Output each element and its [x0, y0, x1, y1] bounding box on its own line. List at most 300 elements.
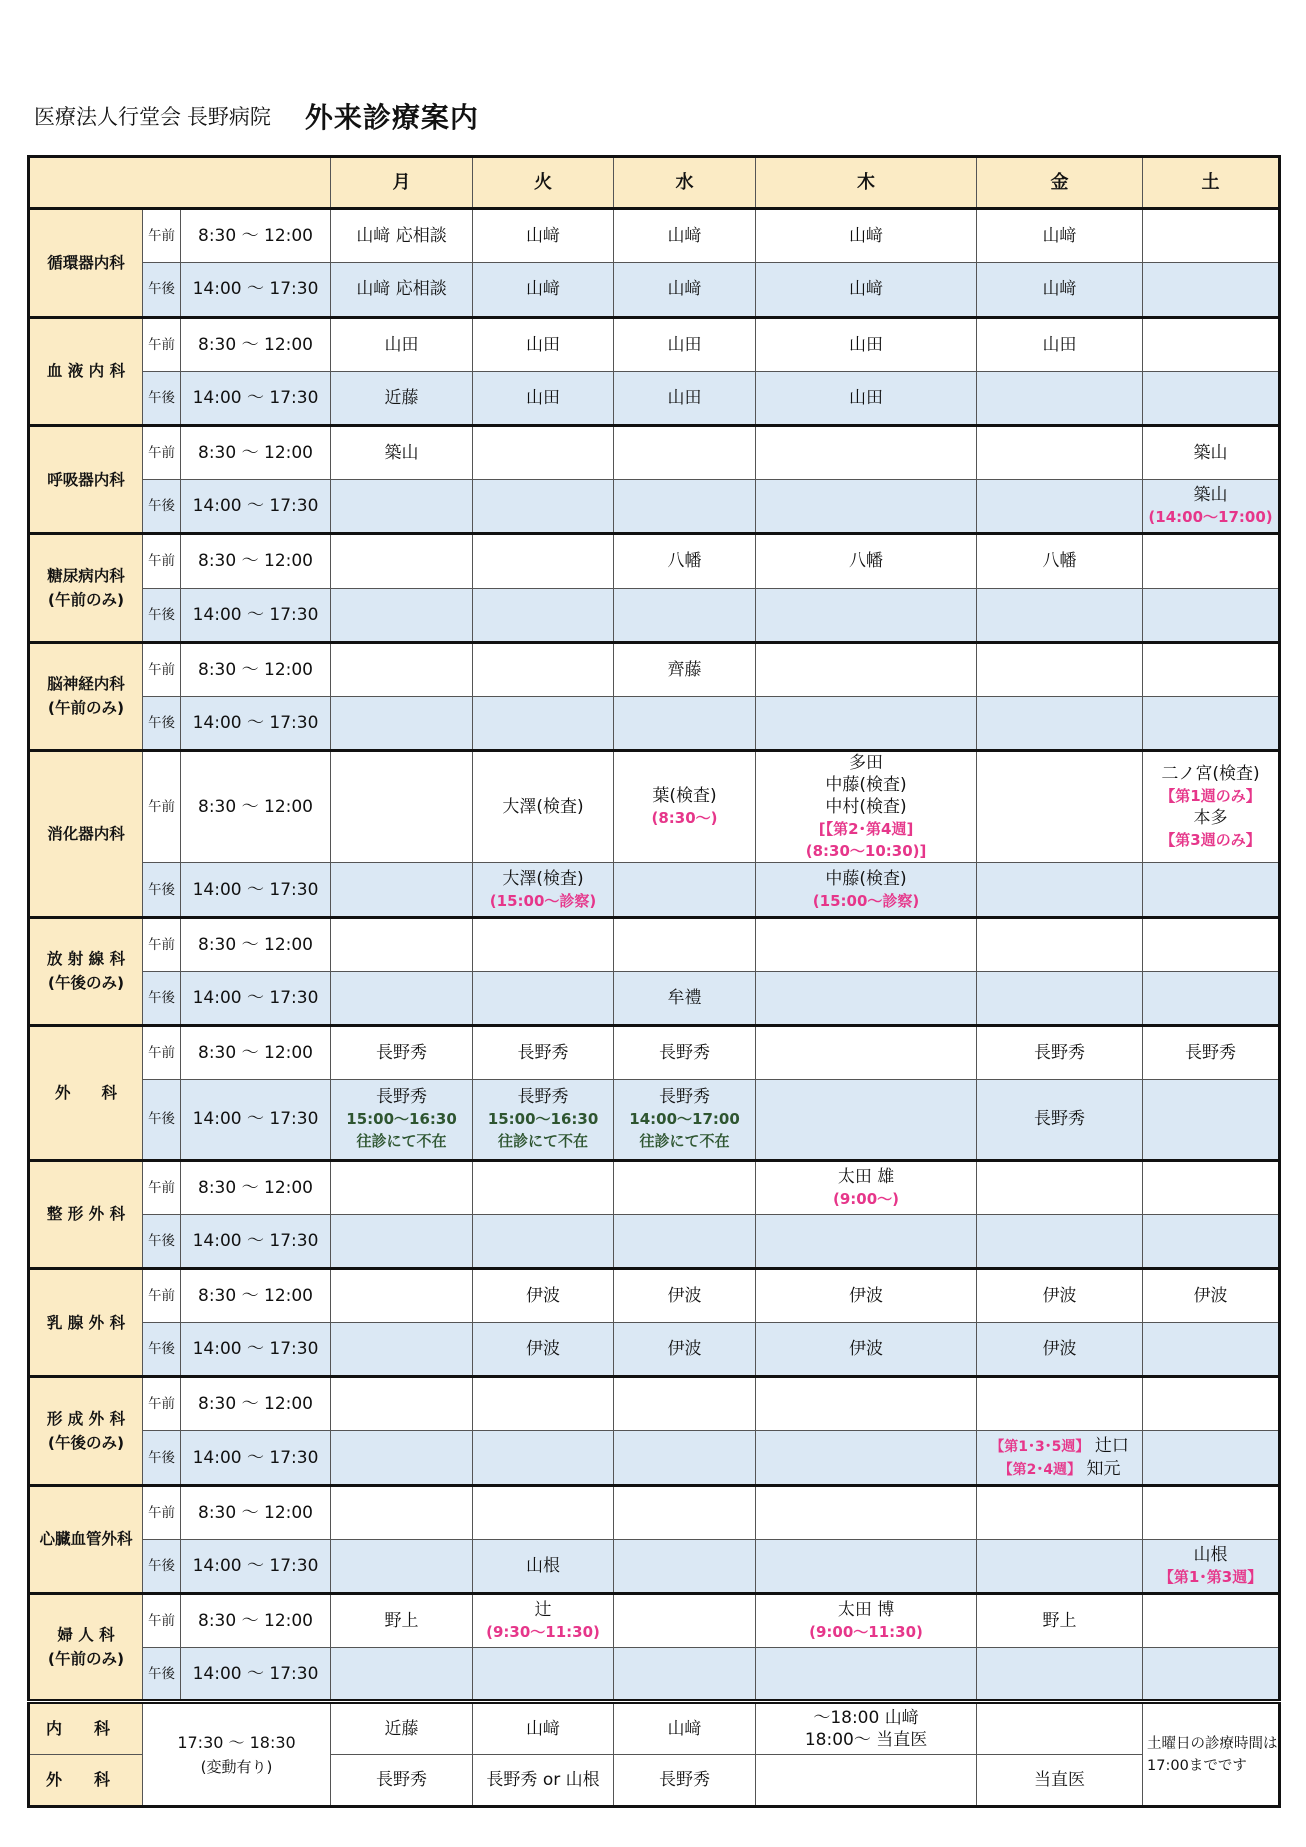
- session-time: 14:00 ～ 17:30: [181, 263, 331, 317]
- cell-text: 長野秀: [376, 1087, 428, 1108]
- doctor-cell-wed: [614, 371, 756, 425]
- doctor-cell-mon: [331, 1431, 473, 1485]
- department-name: [29, 1160, 143, 1268]
- cell-line: [977, 1458, 1142, 1481]
- doctor-cell-thu: [756, 971, 977, 1025]
- doctor-cell-tue: [473, 534, 614, 588]
- doctor-cell-thu: [756, 425, 977, 479]
- evening-row-naika: [29, 1702, 1280, 1754]
- doctor-cell-thu: [756, 751, 977, 863]
- doctor-cell-fri: [977, 1214, 1143, 1268]
- cell-text: 【第3週のみ】: [1160, 831, 1261, 850]
- doctor-cell-tue: [473, 971, 614, 1025]
- schedule-row-pm: [29, 263, 1280, 317]
- doctor-cell-thu: [756, 1323, 977, 1377]
- hospital-name: 医療法人行堂会 長野病院: [34, 106, 271, 129]
- cell-text: 伊波: [526, 1285, 561, 1306]
- doctor-cell-sat: [1143, 534, 1280, 588]
- session-time: 8:30 ～ 12:00: [181, 1160, 331, 1214]
- evening-time: [143, 1702, 331, 1807]
- doctor-cell-wed: [614, 1323, 756, 1377]
- doctor-cell-thu: [756, 1648, 977, 1702]
- cell-text: 伊波: [1042, 1285, 1077, 1306]
- doctor-cell-thu: [756, 1431, 977, 1485]
- cell-text: 山﨑: [1042, 226, 1077, 247]
- doctor-cell-tue: [473, 1080, 614, 1160]
- cell-text: 辻口: [1089, 1435, 1129, 1456]
- evening-cell-thu: ～18:00 山﨑 18:00～ 当直医: [756, 1702, 977, 1754]
- schedule-row-am: [29, 1594, 1280, 1648]
- doctor-cell-thu: [756, 1160, 977, 1214]
- doctor-cell-fri: [977, 1539, 1143, 1593]
- schedule-row-am: [29, 1377, 1280, 1431]
- day-header-wed: 水: [614, 157, 756, 209]
- session-label: 午後: [143, 1648, 181, 1702]
- doctor-cell-sat: [1143, 863, 1280, 917]
- cell-text: 伊波: [1193, 1285, 1228, 1306]
- doctor-cell-wed: [614, 642, 756, 696]
- saturday-hours-note: 土曜日の診療時間は17:00までです: [1143, 1702, 1280, 1807]
- cell-text: 山﨑: [667, 279, 702, 300]
- schedule-row-pm: [29, 371, 1280, 425]
- doctor-cell-fri: [977, 425, 1143, 479]
- cell-text: 大澤(検査): [502, 797, 584, 818]
- cell-text: 長野秀: [1034, 1109, 1086, 1130]
- session-label: 午後: [143, 1539, 181, 1593]
- doctor-cell-wed: [614, 1268, 756, 1322]
- cell-text: 八幡: [667, 551, 702, 572]
- department-name-line: 血 液 内 科: [46, 362, 126, 381]
- doctor-cell-wed: [614, 1648, 756, 1702]
- evening-cell-fri: [977, 1702, 1143, 1754]
- doctor-cell-thu: [756, 917, 977, 971]
- cell-text: (8:30～10:30)]: [805, 842, 927, 861]
- evening-time-note: (変動有り): [200, 1757, 273, 1776]
- cell-text: 往診にて不在: [639, 1132, 730, 1151]
- session-time: 8:30 ～ 12:00: [181, 209, 331, 263]
- session-time: 14:00 ～ 17:30: [181, 1648, 331, 1702]
- doctor-cell-mon: [331, 1268, 473, 1322]
- schedule-row-am: [29, 425, 1280, 479]
- doctor-cell-mon: [331, 1214, 473, 1268]
- cell-text: 山田: [526, 387, 561, 408]
- doctor-cell-wed: [614, 1160, 756, 1214]
- department-name: [29, 425, 143, 533]
- doctor-cell-sat: [1143, 1268, 1280, 1322]
- department-name: [29, 642, 143, 750]
- session-time: 14:00 ～ 17:30: [181, 1323, 331, 1377]
- doctor-cell-fri: [977, 480, 1143, 534]
- session-label: 午後: [143, 971, 181, 1025]
- schedule-row-pm: [29, 1648, 1280, 1702]
- session-time: 14:00 ～ 17:30: [181, 480, 331, 534]
- doctor-cell-tue: [473, 696, 614, 750]
- doctor-cell-thu: [756, 863, 977, 917]
- doctor-cell-fri: [977, 588, 1143, 642]
- department-name: [29, 1377, 143, 1485]
- schedule-row-am: [29, 1485, 1280, 1539]
- cell-text: 山田: [849, 387, 884, 408]
- cell-text: 山﨑: [849, 226, 884, 247]
- session-time: 8:30 ～ 12:00: [181, 917, 331, 971]
- department-name-line: 形 成 外 科: [46, 1409, 126, 1428]
- doctor-cell-sat: [1143, 1431, 1280, 1485]
- session-label: 午前: [143, 1485, 181, 1539]
- outpatient-schedule-table: [27, 155, 1281, 1808]
- doctor-cell-mon: [331, 1648, 473, 1702]
- cell-text: 【第1週のみ】: [1160, 787, 1261, 806]
- cell-text: 葉(検査): [652, 786, 717, 807]
- doctor-cell-tue: [473, 1214, 614, 1268]
- doctor-cell-mon: [331, 1594, 473, 1648]
- cell-text: 中藤(検査): [825, 775, 907, 796]
- evening-cell-fri: 当直医: [977, 1754, 1143, 1806]
- session-label: 午前: [143, 209, 181, 263]
- doctor-cell-wed: [614, 1539, 756, 1593]
- doctor-cell-mon: [331, 588, 473, 642]
- doctor-cell-wed: [614, 588, 756, 642]
- session-time: 8:30 ～ 12:00: [181, 1485, 331, 1539]
- doctor-cell-fri: [977, 1268, 1143, 1322]
- evening-dept-geka: 外 科: [29, 1754, 143, 1806]
- cell-text: 長野秀: [376, 1043, 428, 1064]
- doctor-cell-fri: [977, 751, 1143, 863]
- cell-text: 15:00～16:30: [346, 1110, 457, 1129]
- doctor-cell-thu: [756, 263, 977, 317]
- session-label: 午後: [143, 588, 181, 642]
- cell-text: 山﨑: [667, 226, 702, 247]
- cell-text: 長野秀: [517, 1043, 569, 1064]
- schedule-row-am: [29, 917, 1280, 971]
- doctor-cell-sat: [1143, 642, 1280, 696]
- cell-text: 八幡: [849, 551, 884, 572]
- evening-cell-wed: 長野秀: [614, 1754, 756, 1806]
- doctor-cell-mon: [331, 1026, 473, 1080]
- department-name-line: 整 形 外 科: [46, 1205, 126, 1224]
- schedule-row-pm: [29, 863, 1280, 917]
- doctor-cell-thu: [756, 588, 977, 642]
- session-time: 8:30 ～ 12:00: [181, 1026, 331, 1080]
- department-name: [29, 1594, 143, 1702]
- header-corner: [29, 157, 331, 209]
- cell-text: 【第2･4週】: [998, 1461, 1082, 1478]
- cell-text: 辻: [534, 1600, 552, 1621]
- cell-text: (9:00～): [833, 1189, 900, 1208]
- department-name-line: 循環器内科: [47, 253, 125, 272]
- doctor-cell-fri: [977, 1026, 1143, 1080]
- session-label: 午前: [143, 1160, 181, 1214]
- cell-text: 山﨑: [1042, 279, 1077, 300]
- department-name: [29, 1026, 143, 1160]
- doctor-cell-mon: [331, 263, 473, 317]
- cell-text: [【第2･第4週]: [818, 820, 914, 839]
- doctor-cell-tue: [473, 1485, 614, 1539]
- cell-text: 中藤(検査): [825, 868, 907, 889]
- doctor-cell-mon: [331, 1080, 473, 1160]
- doctor-cell-wed: [614, 317, 756, 371]
- doctor-cell-tue: [473, 1648, 614, 1702]
- doctor-cell-tue: [473, 1539, 614, 1593]
- session-time: 14:00 ～ 17:30: [181, 1431, 331, 1485]
- session-label: 午後: [143, 1214, 181, 1268]
- doctor-cell-thu: [756, 1539, 977, 1593]
- doctor-cell-thu: [756, 1377, 977, 1431]
- doctor-cell-sat: [1143, 371, 1280, 425]
- evening-cell-tue: 長野秀 or 山根: [473, 1754, 614, 1806]
- doctor-cell-sat: [1143, 209, 1280, 263]
- doctor-cell-tue: [473, 1431, 614, 1485]
- doctor-cell-wed: [614, 1431, 756, 1485]
- cell-text: 牟禮: [667, 987, 702, 1008]
- cell-text: 山田: [526, 334, 561, 355]
- doctor-cell-thu: [756, 1080, 977, 1160]
- department-name: [29, 209, 143, 317]
- doctor-cell-thu: [756, 1214, 977, 1268]
- cell-text: 大澤(検査): [502, 868, 584, 889]
- evening-cell-mon: 長野秀: [331, 1754, 473, 1806]
- session-time: 14:00 ～ 17:30: [181, 1214, 331, 1268]
- doctor-cell-tue: [473, 371, 614, 425]
- schedule-row-am: [29, 1268, 1280, 1322]
- doctor-cell-fri: [977, 1080, 1143, 1160]
- doctor-cell-fri: [977, 534, 1143, 588]
- doctor-cell-mon: [331, 1485, 473, 1539]
- cell-text: 齊藤: [667, 659, 702, 680]
- doctor-cell-sat: [1143, 1377, 1280, 1431]
- session-time: 8:30 ～ 12:00: [181, 751, 331, 863]
- session-label: 午後: [143, 480, 181, 534]
- doctor-cell-tue: [473, 480, 614, 534]
- session-label: 午後: [143, 263, 181, 317]
- doctor-cell-tue: [473, 917, 614, 971]
- cell-text: (9:00～11:30): [809, 1623, 923, 1642]
- schedule-row-am: [29, 534, 1280, 588]
- doctor-cell-sat: [1143, 1026, 1280, 1080]
- doctor-cell-mon: [331, 534, 473, 588]
- doctor-cell-tue: [473, 863, 614, 917]
- cell-text: 伊波: [849, 1285, 884, 1306]
- cell-text: 本多: [1193, 808, 1228, 829]
- session-time: 8:30 ～ 12:00: [181, 642, 331, 696]
- cell-text: 伊波: [526, 1339, 561, 1360]
- doctor-cell-sat: [1143, 317, 1280, 371]
- cell-text: 太田 雄: [837, 1166, 895, 1187]
- department-name: [29, 917, 143, 1025]
- session-label: 午後: [143, 1431, 181, 1485]
- doctor-cell-mon: [331, 863, 473, 917]
- doctor-cell-mon: [331, 425, 473, 479]
- session-label: 午後: [143, 1080, 181, 1160]
- cell-text: 長野秀: [1185, 1043, 1237, 1064]
- cell-text: (15:00～診察): [812, 891, 920, 910]
- session-time: 14:00 ～ 17:30: [181, 1080, 331, 1160]
- session-time: 14:00 ～ 17:30: [181, 1539, 331, 1593]
- cell-text: 野上: [384, 1611, 419, 1632]
- cell-text: 野上: [1042, 1611, 1077, 1632]
- session-time: 14:00 ～ 17:30: [181, 588, 331, 642]
- doctor-cell-sat: [1143, 588, 1280, 642]
- doctor-cell-fri: [977, 642, 1143, 696]
- session-time: 8:30 ～ 12:00: [181, 317, 331, 371]
- evening-dept-naika: 内 科: [29, 1702, 143, 1754]
- schedule-row-pm: [29, 1539, 1280, 1593]
- doctor-cell-mon: [331, 1160, 473, 1214]
- doctor-cell-mon: [331, 971, 473, 1025]
- doctor-cell-mon: [331, 642, 473, 696]
- evening-cell-thu: [756, 1754, 977, 1806]
- session-time: 8:30 ～ 12:00: [181, 534, 331, 588]
- cell-text: 山根: [1193, 1544, 1228, 1565]
- cell-text: 山﨑 応相談: [356, 226, 447, 247]
- session-label: 午前: [143, 1377, 181, 1431]
- cell-text: 伊波: [849, 1339, 884, 1360]
- doctor-cell-mon: [331, 209, 473, 263]
- evening-cell-tue: 山﨑: [473, 1702, 614, 1754]
- session-label: 午前: [143, 642, 181, 696]
- doctor-cell-fri: [977, 317, 1143, 371]
- page-title: 外来診療案内: [304, 101, 479, 134]
- cell-line: [977, 1435, 1142, 1458]
- cell-text: 長野秀: [659, 1087, 711, 1108]
- doctor-cell-fri: [977, 209, 1143, 263]
- doctor-cell-mon: [331, 696, 473, 750]
- session-label: 午前: [143, 1026, 181, 1080]
- cell-text: 【第1･第3週】: [1158, 1567, 1263, 1586]
- doctor-cell-wed: [614, 1485, 756, 1539]
- department-name-line: 脳神経内科: [47, 675, 125, 694]
- schedule-row-am: [29, 317, 1280, 371]
- doctor-cell-fri: [977, 971, 1143, 1025]
- department-name-line: (午後のみ): [47, 974, 125, 993]
- doctor-cell-sat: [1143, 1485, 1280, 1539]
- cell-text: 知元: [1081, 1458, 1121, 1479]
- doctor-cell-wed: [614, 1080, 756, 1160]
- session-label: 午前: [143, 1594, 181, 1648]
- session-time: 14:00 ～ 17:30: [181, 863, 331, 917]
- doctor-cell-tue: [473, 642, 614, 696]
- cell-text: 【第1･3･5週】: [990, 1438, 1090, 1455]
- evening-cell-mon: 近藤: [331, 1702, 473, 1754]
- doctor-cell-tue: [473, 209, 614, 263]
- doctor-cell-mon: [331, 317, 473, 371]
- doctor-cell-tue: [473, 1160, 614, 1214]
- department-name: [29, 751, 143, 918]
- session-label: 午前: [143, 317, 181, 371]
- doctor-cell-fri: [977, 1323, 1143, 1377]
- schedule-row-pm: [29, 1080, 1280, 1160]
- doctor-cell-thu: [756, 534, 977, 588]
- doctor-cell-sat: [1143, 480, 1280, 534]
- doctor-cell-fri: [977, 1648, 1143, 1702]
- cell-text: 山﨑: [849, 279, 884, 300]
- doctor-cell-mon: [331, 1539, 473, 1593]
- department-name: [29, 1268, 143, 1376]
- doctor-cell-tue: [473, 425, 614, 479]
- session-time: 14:00 ～ 17:30: [181, 371, 331, 425]
- cell-text: (15:00～診察): [489, 891, 597, 910]
- department-name-line: 乳 腺 外 科: [46, 1313, 126, 1332]
- doctor-cell-thu: [756, 1026, 977, 1080]
- doctor-cell-mon: [331, 751, 473, 863]
- doctor-cell-wed: [614, 1026, 756, 1080]
- doctor-cell-sat: [1143, 1539, 1280, 1593]
- doctor-cell-wed: [614, 971, 756, 1025]
- cell-text: (9:30～11:30): [486, 1623, 600, 1642]
- doctor-cell-thu: [756, 371, 977, 425]
- department-name-line: 呼吸器内科: [47, 470, 125, 489]
- doctor-cell-tue: [473, 1026, 614, 1080]
- department-name-line: 放 射 線 科: [46, 950, 126, 969]
- schedule-row-pm: [29, 1323, 1280, 1377]
- cell-text: 築山: [384, 443, 419, 464]
- session-time: 14:00 ～ 17:30: [181, 696, 331, 750]
- schedule-row-pm: [29, 696, 1280, 750]
- doctor-cell-wed: [614, 534, 756, 588]
- department-name-line: (午前のみ): [47, 591, 125, 609]
- cell-text: 多田: [849, 753, 884, 774]
- doctor-cell-sat: [1143, 917, 1280, 971]
- doctor-cell-sat: [1143, 971, 1280, 1025]
- doctor-cell-tue: [473, 1377, 614, 1431]
- doctor-cell-sat: [1143, 263, 1280, 317]
- cell-text: 八幡: [1042, 551, 1077, 572]
- doctor-cell-wed: [614, 917, 756, 971]
- session-label: 午前: [143, 425, 181, 479]
- cell-text: 山田: [384, 334, 419, 355]
- department-name: [29, 534, 143, 642]
- doctor-cell-tue: [473, 588, 614, 642]
- doctor-cell-sat: [1143, 1323, 1280, 1377]
- doctor-cell-mon: [331, 917, 473, 971]
- cell-text: 築山: [1193, 485, 1228, 506]
- cell-text: 伊波: [1042, 1339, 1077, 1360]
- doctor-cell-fri: [977, 1160, 1143, 1214]
- department-name-line: (午前のみ): [47, 699, 125, 718]
- doctor-cell-wed: [614, 425, 756, 479]
- doctor-cell-mon: [331, 480, 473, 534]
- doctor-cell-sat: [1143, 1160, 1280, 1214]
- doctor-cell-tue: [473, 317, 614, 371]
- doctor-cell-wed: [614, 751, 756, 863]
- department-name-line: (午前のみ): [47, 1650, 125, 1669]
- doctor-cell-sat: [1143, 751, 1280, 863]
- department-name-line: (午後のみ): [47, 1433, 125, 1452]
- schedule-row-am: [29, 1160, 1280, 1214]
- doctor-cell-thu: [756, 696, 977, 750]
- doctor-cell-wed: [614, 1214, 756, 1268]
- cell-text: 往診にて不在: [356, 1132, 447, 1151]
- cell-text: 山根: [526, 1555, 561, 1576]
- doctor-cell-wed: [614, 1594, 756, 1648]
- department-name-line: 糖尿病内科: [47, 567, 125, 585]
- department-name: [29, 1485, 143, 1593]
- header-row: [29, 157, 1280, 209]
- cell-text: 長野秀: [659, 1043, 711, 1064]
- cell-text: 伊波: [667, 1285, 702, 1306]
- session-label: 午後: [143, 696, 181, 750]
- cell-text: 長野秀: [1034, 1043, 1086, 1064]
- cell-text: 山田: [849, 334, 884, 355]
- department-name-line: 外 科: [54, 1083, 117, 1102]
- doctor-cell-fri: [977, 696, 1143, 750]
- cell-text: 長野秀: [517, 1087, 569, 1108]
- cell-text: 山﨑: [526, 226, 561, 247]
- session-label: 午後: [143, 1323, 181, 1377]
- doctor-cell-wed: [614, 1377, 756, 1431]
- doctor-cell-sat: [1143, 425, 1280, 479]
- cell-text: 二ノ宮(検査): [1161, 764, 1260, 785]
- doctor-cell-thu: [756, 480, 977, 534]
